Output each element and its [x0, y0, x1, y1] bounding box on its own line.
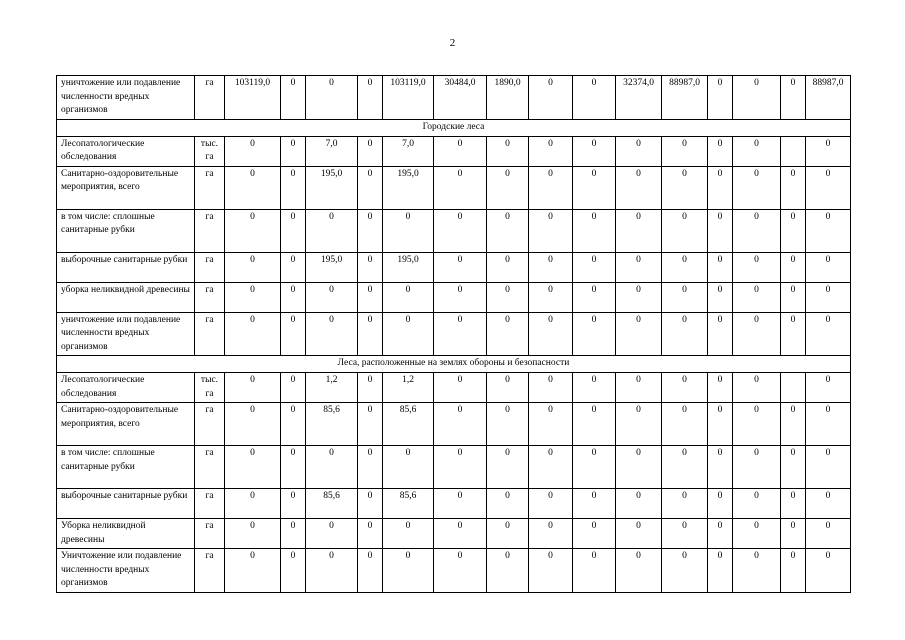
row-unit: га — [195, 489, 225, 519]
value-cell: 0 — [281, 549, 306, 593]
value-cell: 88987,0 — [662, 76, 708, 120]
value-cell: 0 — [616, 489, 662, 519]
value-cell: 0 — [806, 489, 851, 519]
value-cell: 0 — [616, 252, 662, 282]
value-cell: 0 — [616, 403, 662, 446]
value-cell: 0 — [573, 373, 616, 403]
value-cell: 0 — [806, 549, 851, 593]
value-cell: 0 — [662, 136, 708, 166]
value-cell: 0 — [487, 549, 529, 593]
value-cell: 0 — [662, 312, 708, 356]
value-cell: 0 — [281, 446, 306, 489]
value-cell: 0 — [529, 209, 573, 252]
value-cell: 32374,0 — [616, 76, 662, 120]
value-cell: 0 — [781, 76, 806, 120]
value-cell: 85,6 — [383, 403, 434, 446]
table-row — [57, 312, 851, 356]
row-unit: га — [195, 519, 225, 549]
value-cell: 0 — [573, 136, 616, 166]
row-unit: га — [195, 166, 225, 209]
value-cell: 0 — [708, 489, 733, 519]
table-row — [57, 282, 851, 312]
value-cell: 0 — [708, 76, 733, 120]
value-cell: 0 — [781, 446, 806, 489]
value-cell: 0 — [225, 519, 281, 549]
value-cell: 0 — [487, 209, 529, 252]
value-cell: 0 — [529, 252, 573, 282]
value-cell: 0 — [529, 312, 573, 356]
value-cell: 0 — [487, 252, 529, 282]
row-unit: га — [195, 282, 225, 312]
row-unit: тыс. га — [195, 136, 225, 166]
value-cell: 0 — [281, 76, 306, 120]
value-cell: 0 — [225, 282, 281, 312]
value-cell: 0 — [358, 209, 383, 252]
value-cell: 0 — [306, 446, 358, 489]
value-cell: 0 — [616, 519, 662, 549]
value-cell: 0 — [358, 489, 383, 519]
value-cell: 0 — [358, 519, 383, 549]
value-cell: 0 — [487, 136, 529, 166]
value-cell: 0 — [306, 209, 358, 252]
value-cell: 0 — [358, 76, 383, 120]
value-cell: 0 — [573, 252, 616, 282]
value-cell: 0 — [434, 446, 487, 489]
value-cell: 0 — [806, 209, 851, 252]
value-cell: 0 — [434, 136, 487, 166]
value-cell: 0 — [487, 166, 529, 209]
table-row — [57, 549, 851, 593]
value-cell: 0 — [529, 136, 573, 166]
value-cell: 0 — [225, 446, 281, 489]
value-cell: 0 — [281, 403, 306, 446]
value-cell: 0 — [281, 136, 306, 166]
value-cell: 0 — [434, 312, 487, 356]
page-number: 2 — [449, 37, 456, 49]
value-cell: 1,2 — [383, 373, 434, 403]
value-cell: 0 — [573, 312, 616, 356]
value-cell: 0 — [806, 403, 851, 446]
value-cell: 0 — [781, 403, 806, 446]
value-cell: 0 — [529, 549, 573, 593]
value-cell: 0 — [616, 166, 662, 209]
value-cell: 0 — [616, 446, 662, 489]
value-cell: 0 — [662, 252, 708, 282]
row-label: уничтожение или подавление численности вредных организмов — [57, 312, 195, 356]
value-cell: 0 — [281, 282, 306, 312]
row-label: Уничтожение или подавление численности вредных организмов — [57, 549, 195, 593]
section-header-row — [57, 356, 851, 373]
value-cell: 0 — [573, 489, 616, 519]
value-cell: 0 — [616, 209, 662, 252]
value-cell: 0 — [662, 373, 708, 403]
value-cell: 0 — [733, 373, 781, 403]
value-cell: 0 — [281, 373, 306, 403]
value-cell: 0 — [487, 519, 529, 549]
value-cell: 0 — [733, 403, 781, 446]
value-cell: 0 — [662, 446, 708, 489]
value-cell: 1890,0 — [487, 76, 529, 120]
value-cell: 88987,0 — [806, 76, 851, 120]
value-cell: 0 — [383, 519, 434, 549]
value-cell: 85,6 — [306, 489, 358, 519]
value-cell: 195,0 — [306, 252, 358, 282]
value-cell: 0 — [573, 76, 616, 120]
table-row — [57, 76, 851, 120]
value-cell: 0 — [781, 519, 806, 549]
value-cell: 0 — [616, 549, 662, 593]
table-row — [57, 209, 851, 252]
value-cell: 0 — [806, 446, 851, 489]
value-cell: 0 — [434, 209, 487, 252]
value-cell: 0 — [281, 209, 306, 252]
value-cell: 0 — [358, 166, 383, 209]
value-cell: 0 — [733, 519, 781, 549]
row-unit: га — [195, 76, 225, 120]
value-cell: 195,0 — [306, 166, 358, 209]
value-cell: 0 — [573, 209, 616, 252]
value-cell: 0 — [225, 403, 281, 446]
value-cell: 0 — [662, 489, 708, 519]
value-cell: 0 — [662, 282, 708, 312]
value-cell: 0 — [662, 166, 708, 209]
value-cell: 0 — [383, 446, 434, 489]
value-cell: 103119,0 — [225, 76, 281, 120]
value-cell: 195,0 — [383, 252, 434, 282]
value-cell: 0 — [434, 282, 487, 312]
value-cell: 30484,0 — [434, 76, 487, 120]
value-cell: 0 — [806, 252, 851, 282]
value-cell: 0 — [383, 312, 434, 356]
value-cell: 0 — [225, 252, 281, 282]
value-cell: 0 — [708, 312, 733, 356]
value-cell: 0 — [616, 373, 662, 403]
value-cell: 0 — [529, 446, 573, 489]
row-label: Уборка неликвидной древесины — [57, 519, 195, 549]
row-label: Лесопатологические обследования — [57, 373, 195, 403]
value-cell: 0 — [529, 519, 573, 549]
value-cell: 7,0 — [383, 136, 434, 166]
value-cell: 0 — [383, 282, 434, 312]
value-cell: 0 — [434, 519, 487, 549]
value-cell: 0 — [306, 549, 358, 593]
value-cell: 0 — [434, 489, 487, 519]
row-label: в том числе: сплошные санитарные рубки — [57, 446, 195, 489]
row-label: в том числе: сплошные санитарные рубки — [57, 209, 195, 252]
row-label: Лесопатологические обследования — [57, 136, 195, 166]
value-cell: 0 — [708, 519, 733, 549]
value-cell: 0 — [708, 282, 733, 312]
table-row — [57, 252, 851, 282]
value-cell: 0 — [806, 519, 851, 549]
value-cell: 0 — [358, 549, 383, 593]
value-cell: 0 — [358, 403, 383, 446]
table-row — [57, 489, 851, 519]
value-cell: 0 — [434, 252, 487, 282]
row-unit: га — [195, 403, 225, 446]
table-row — [57, 519, 851, 549]
row-unit: га — [195, 549, 225, 593]
value-cell: 0 — [306, 76, 358, 120]
row-label: уборка неликвидной древесины — [57, 282, 195, 312]
table-row — [57, 373, 851, 403]
value-cell: 0 — [281, 519, 306, 549]
value-cell: 0 — [529, 373, 573, 403]
value-cell: 0 — [383, 549, 434, 593]
row-unit: тыс. га — [195, 373, 225, 403]
value-cell: 0 — [487, 446, 529, 489]
value-cell: 0 — [281, 489, 306, 519]
value-cell: 0 — [573, 166, 616, 209]
value-cell: 0 — [383, 209, 434, 252]
value-cell: 0 — [573, 446, 616, 489]
value-cell: 0 — [529, 166, 573, 209]
value-cell: 0 — [708, 136, 733, 166]
value-cell: 85,6 — [306, 403, 358, 446]
value-cell: 0 — [306, 312, 358, 356]
value-cell: 0 — [781, 549, 806, 593]
value-cell: 0 — [806, 282, 851, 312]
table-row — [57, 136, 851, 166]
section-title: Леса, расположенные на землях обороны и безопасности — [57, 356, 851, 373]
value-cell: 0 — [662, 403, 708, 446]
row-label: выборочные санитарные рубки — [57, 489, 195, 519]
value-cell: 0 — [281, 166, 306, 209]
value-cell: 0 — [306, 282, 358, 312]
value-cell: 0 — [806, 312, 851, 356]
value-cell: 0 — [781, 209, 806, 252]
row-unit: га — [195, 209, 225, 252]
value-cell: 0 — [358, 136, 383, 166]
value-cell: 0 — [733, 549, 781, 593]
value-cell: 0 — [733, 282, 781, 312]
value-cell: 0 — [733, 252, 781, 282]
value-cell: 0 — [487, 403, 529, 446]
value-cell: 0 — [225, 312, 281, 356]
value-cell: 0 — [573, 282, 616, 312]
value-cell: 0 — [616, 136, 662, 166]
value-cell: 0 — [487, 282, 529, 312]
value-cell: 0 — [281, 252, 306, 282]
value-cell: 0 — [781, 282, 806, 312]
value-cell: 0 — [573, 519, 616, 549]
value-cell: 0 — [733, 446, 781, 489]
row-label: Санитарно-оздоровительные мероприятия, всего — [57, 403, 195, 446]
value-cell: 0 — [434, 373, 487, 403]
value-cell: 0 — [487, 373, 529, 403]
value-cell: 7,0 — [306, 136, 358, 166]
section-title: Городские леса — [57, 119, 851, 136]
value-cell: 0 — [225, 209, 281, 252]
value-cell: 0 — [225, 166, 281, 209]
table-row — [57, 403, 851, 446]
value-cell: 0 — [573, 403, 616, 446]
value-cell: 0 — [806, 166, 851, 209]
value-cell: 0 — [616, 282, 662, 312]
value-cell: 0 — [529, 282, 573, 312]
value-cell: 0 — [358, 312, 383, 356]
row-label: уничтожение или подавление численности вредных организмов — [57, 76, 195, 120]
value-cell: 0 — [358, 282, 383, 312]
value-cell: 0 — [662, 549, 708, 593]
value-cell: 0 — [358, 252, 383, 282]
value-cell: 0 — [358, 373, 383, 403]
row-label: выборочные санитарные рубки — [57, 252, 195, 282]
row-label: Санитарно-оздоровительные мероприятия, всего — [57, 166, 195, 209]
value-cell: 0 — [708, 373, 733, 403]
value-cell: 0 — [434, 549, 487, 593]
value-cell: 0 — [662, 519, 708, 549]
value-cell: 0 — [781, 166, 806, 209]
value-cell: 0 — [733, 76, 781, 120]
table-row — [57, 166, 851, 209]
value-cell: 0 — [616, 312, 662, 356]
value-cell: 0 — [733, 136, 781, 166]
value-cell: 0 — [781, 489, 806, 519]
value-cell: 0 — [781, 252, 806, 282]
value-cell: 0 — [708, 549, 733, 593]
row-unit: га — [195, 446, 225, 489]
value-cell: 0 — [733, 312, 781, 356]
table-row — [57, 446, 851, 489]
value-cell: 0 — [487, 312, 529, 356]
value-cell — [781, 136, 806, 166]
value-cell: 0 — [529, 489, 573, 519]
value-cell: 0 — [281, 312, 306, 356]
value-cell: 0 — [662, 209, 708, 252]
value-cell: 0 — [487, 489, 529, 519]
value-cell: 0 — [708, 403, 733, 446]
value-cell: 0 — [781, 312, 806, 356]
value-cell: 0 — [708, 209, 733, 252]
value-cell: 0 — [708, 446, 733, 489]
value-cell: 0 — [708, 166, 733, 209]
row-unit: га — [195, 312, 225, 356]
value-cell: 85,6 — [383, 489, 434, 519]
value-cell: 103119,0 — [383, 76, 434, 120]
value-cell: 0 — [529, 76, 573, 120]
value-cell — [781, 373, 806, 403]
value-cell: 0 — [733, 209, 781, 252]
row-unit: га — [195, 252, 225, 282]
value-cell: 0 — [225, 549, 281, 593]
value-cell: 0 — [806, 136, 851, 166]
value-cell: 195,0 — [383, 166, 434, 209]
value-cell: 0 — [434, 403, 487, 446]
value-cell: 0 — [708, 252, 733, 282]
value-cell: 0 — [733, 489, 781, 519]
value-cell: 0 — [225, 373, 281, 403]
section-header-row — [57, 119, 851, 136]
value-cell: 0 — [529, 403, 573, 446]
value-cell: 0 — [573, 549, 616, 593]
value-cell: 0 — [434, 166, 487, 209]
value-cell: 0 — [806, 373, 851, 403]
value-cell: 0 — [733, 166, 781, 209]
value-cell: 0 — [225, 489, 281, 519]
value-cell: 0 — [358, 446, 383, 489]
forest-measures-table — [56, 75, 851, 593]
value-cell: 0 — [306, 519, 358, 549]
table-body — [57, 76, 851, 593]
value-cell: 1,2 — [306, 373, 358, 403]
value-cell: 0 — [225, 136, 281, 166]
